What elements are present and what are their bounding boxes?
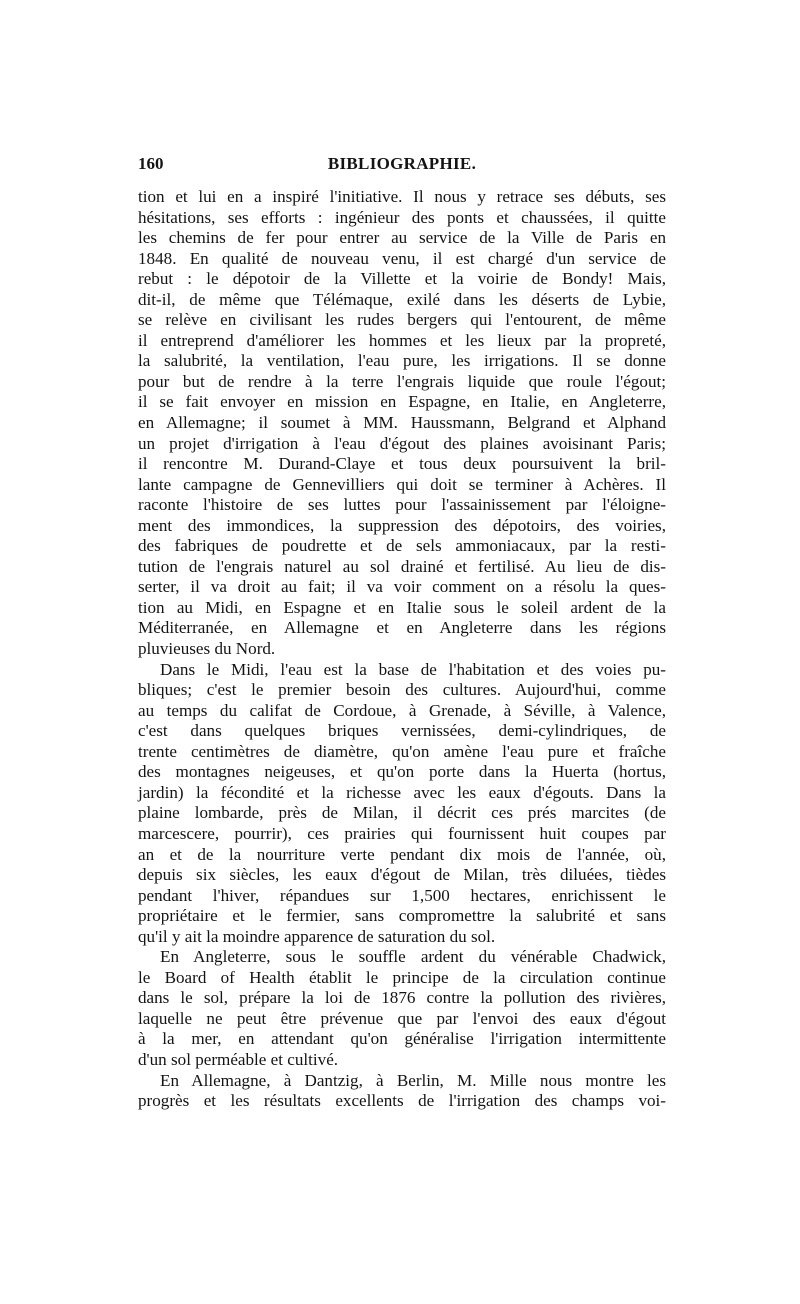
text-line: au temps du califat de Cordoue, à Grenade, à Séville, à Valence, (138, 700, 666, 720)
text-line: marcescere, pourrir), ces prairies qui fournissent huit coupes par (138, 823, 666, 843)
text-line: bliques; c'est le premier besoin des cultures. Aujourd'hui, comme (138, 680, 666, 700)
text-line: se relève en civilisant les rudes bergers qui l'entourent, de même (138, 310, 666, 330)
page-header (138, 154, 666, 178)
text-line: Dans le Midi, l'eau est la base de l'habitation et des voies pu- (160, 659, 666, 679)
text-line: trente centimètres de diamètre, qu'on amène l'eau pure et fraîche (138, 741, 666, 761)
text-line: tution de l'engrais naturel au sol drainé et fertilisé. Au lieu de dis- (138, 556, 666, 576)
text-line: Méditerranée, en Allemagne et en Angleterre dans les régions (138, 618, 666, 638)
text-line: En Angleterre, sous le souffle ardent du vénérable Chadwick, (160, 947, 666, 967)
body-text (138, 187, 666, 1112)
text-line: en Allemagne; il soumet à MM. Haussmann, Belgrand et Alphand (138, 413, 666, 433)
text-line: En Allemagne, à Dantzig, à Berlin, M. Mille nous montre les (160, 1070, 666, 1090)
text-line: le Board of Health établit le principe de la circulation continue (138, 967, 666, 987)
text-line: c'est dans quelques briques vernissées, demi-cylindriques, de (138, 721, 666, 741)
text-line: tion au Midi, en Espagne et en Italie sous le soleil ardent de la (138, 597, 666, 617)
text-line: propriétaire et le fermier, sans compromettre la salubrité et sans (138, 906, 666, 926)
running-title: BIBLIOGRAPHIE. (327, 154, 477, 173)
text-line: qu'il y ait la moindre apparence de saturation du sol. (138, 926, 496, 946)
text-line: il rencontre M. Durand-Claye et tous deux poursuivent la bril- (138, 454, 666, 474)
text-line: an et de la nourriture verte pendant dix mois de l'année, où, (138, 844, 666, 864)
text-line: depuis six siècles, les eaux d'égout de Milan, très diluées, tièdes (138, 865, 666, 885)
text-line: pendant l'hiver, répandues sur 1,500 hectares, enrichissent le (138, 885, 666, 905)
text-line: des fabriques de poudrette et de sels ammoniacaux, par la resti- (138, 536, 666, 556)
text-line: il se fait envoyer en mission en Espagne, en Italie, en Angleterre, (138, 392, 666, 412)
text-line: pluvieuses du Nord. (138, 639, 276, 659)
text-line: la salubrité, la ventilation, l'eau pure, les irrigations. Il se donne (138, 351, 666, 371)
text-line: lante campagne de Gennevilliers qui doit se terminer à Achères. Il (138, 474, 666, 494)
page-number: 160 (138, 154, 164, 173)
text-line: plaine lombarde, près de Milan, il décrit ces prés marcites (de (138, 803, 666, 823)
text-line: laquelle ne peut être prévenue que par l'envoi des eaux d'égout (138, 1008, 666, 1028)
text-line: dans le sol, prépare la loi de 1876 contre la pollution des rivières, (138, 988, 666, 1008)
text-line: progrès et les résultats excellents de l'irrigation des champs voi- (138, 1091, 666, 1111)
text-line: rebut : le dépotoir de la Villette et la voirie de Bondy! Mais, (138, 269, 666, 289)
text-line: les chemins de fer pour entrer au service de la Ville de Paris en (138, 228, 666, 248)
text-line: il entreprend d'améliorer les hommes et les lieux par la propreté, (138, 330, 666, 350)
text-line: un projet d'irrigation à l'eau d'égout des plaines avoisinant Paris; (138, 433, 666, 453)
text-line: dit-il, de même que Télémaque, exilé dans les déserts de Lybie, (138, 289, 666, 309)
text-line: hésitations, ses efforts : ingénieur des ponts et chaussées, il quitte (138, 207, 666, 227)
text-line: 1848. En qualité de nouveau venu, il est chargé d'un service de (138, 248, 666, 268)
text-line: ment des immondices, la suppression des dépotoirs, des voiries, (138, 515, 666, 535)
text-line: à la mer, en attendant qu'on généralise l'irrigation intermittente (138, 1029, 666, 1049)
text-line: raconte l'histoire de ses luttes pour l'assainissement par l'éloigne- (138, 495, 666, 515)
text-line: d'un sol perméable et cultivé. (138, 1049, 339, 1069)
text-line: pour but de rendre à la terre l'engrais liquide que roule l'égout; (138, 371, 666, 391)
text-line: tion et lui en a inspiré l'initiative. Il nous y retrace ses débuts, ses (138, 187, 666, 206)
text-line: des montagnes neigeuses, et qu'on porte dans la Huerta (hortus, (138, 762, 666, 782)
text-line: serter, il va droit au fait; il va voir comment on a résolu la ques- (138, 577, 666, 597)
text-line: jardin) la fécondité et la richesse avec les eaux d'égouts. Dans la (138, 782, 666, 802)
